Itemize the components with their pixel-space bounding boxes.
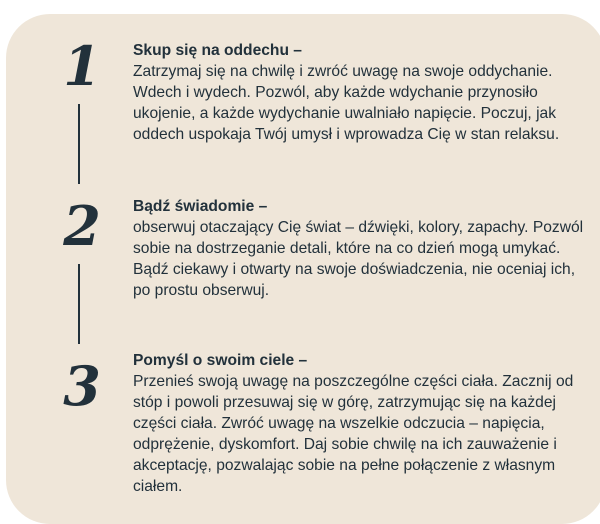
step-number-3: 3: [63, 354, 101, 418]
step-2-body: obserwuj otaczający Cię świat – dźwięki, kolory, zapachy. Pozwól sobie na dostrzeganie detali, które na co dzień mogą umykać. Bądź ciekawy i otwarty na swoje doświadczenia, nie oceniaj ich, po prostu obserwuj.: [133, 219, 584, 299]
connector-line-1: [78, 104, 80, 184]
step-3-title: Pomyśl o swoim ciele –: [133, 352, 308, 369]
step-2-title: Bądź świadomie –: [133, 198, 268, 215]
step-1: [133, 40, 595, 145]
connector-line-2: [78, 264, 80, 344]
step-1-title: Skup się na oddechu –: [133, 42, 302, 59]
step-number-2: 2: [63, 194, 101, 258]
step-3-body: Przenieś swoją uwagę na poszczególne części ciała. Zacznij od stóp i powoli przesuwaj się w górę, zatrzymując się na każdej części ciała. Zwróć uwagę na wszelkie odczucia – napięcia, odprężenie, dyskomfort. Daj sobie chwilę na ich zauważenie i akceptację, pozwalając sobie na pełne połączenie z własnym ciałem.: [133, 373, 574, 495]
step-1-body: Zatrzymaj się na chwilę i zwróć uwagę na swoje oddychanie. Wdech i wydech. Pozwól, aby każde wdychanie przynosiło ukojenie, a każde wydychanie uwalniało napięcie. Poczuj, jak oddech uspokaja Twój umysł i wprowadza Cię w stan relaksu.: [133, 63, 560, 143]
step-number-1: 1: [63, 34, 101, 98]
step-2: [133, 196, 595, 301]
step-3: [133, 350, 595, 497]
